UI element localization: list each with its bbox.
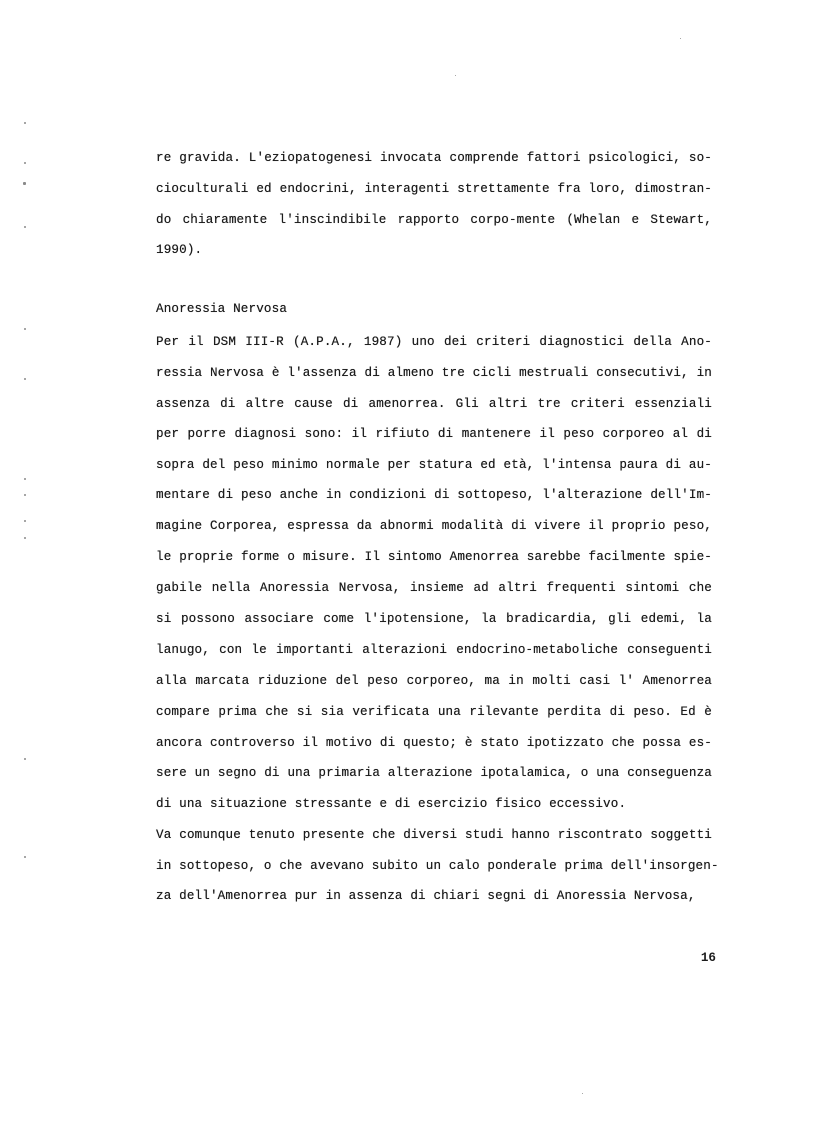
text-line: gabile nella Anoressia Nervosa, insieme ad altri frequenti sintomi che bbox=[156, 581, 712, 595]
text-line: magine Corporea, espressa da abnormi modalità di vivere il proprio peso, bbox=[156, 519, 712, 533]
text-line: si possono associare come l'ipotensione, la bradicardia, gli edemi, la bbox=[156, 612, 712, 626]
text-line: lanugo, con le importanti alterazioni endocrino-metaboliche conseguenti bbox=[156, 643, 712, 657]
text-line: re gravida. L'eziopatogenesi invocata comprende fattori psicologici, so- bbox=[156, 151, 712, 165]
page-number: 16 bbox=[700, 951, 716, 965]
scan-speck bbox=[24, 328, 26, 330]
scan-speck bbox=[24, 378, 26, 380]
scan-speck bbox=[24, 122, 26, 124]
text-line: per porre diagnosi sono: il rifiuto di mantenere il peso corporeo al di bbox=[156, 427, 712, 441]
scan-speck bbox=[680, 38, 681, 39]
text-line: le proprie forme o misure. Il sintomo Amenorrea sarebbe facilmente spie- bbox=[156, 550, 712, 564]
text-line: di una situazione stressante e di esercizio fisico eccessivo. bbox=[156, 797, 627, 811]
scan-speck bbox=[24, 537, 26, 539]
scan-speck bbox=[455, 75, 456, 76]
text-line: assenza di altre cause di amenorrea. Gli altri tre criteri essenziali bbox=[156, 397, 712, 411]
text-line: ancora controverso il motivo di questo; è stato ipotizzato che possa es- bbox=[156, 736, 712, 750]
scan-speck bbox=[24, 478, 26, 480]
scan-speck bbox=[24, 226, 26, 228]
text-line: do chiaramente l'inscindibile rapporto corpo-mente (Whelan e Stewart, bbox=[156, 213, 712, 227]
text-line: za dell'Amenorrea pur in assenza di chiari segni di Anoressia Nervosa, bbox=[156, 889, 696, 903]
text-line: cioculturali ed endocrini, interagenti strettamente fra loro, dimostran- bbox=[156, 182, 712, 196]
scan-speck bbox=[24, 494, 26, 496]
text-line: sopra del peso minimo normale per statura ed età, l'intensa paura di au- bbox=[156, 458, 712, 472]
scan-speck bbox=[582, 1093, 583, 1094]
scan-speck bbox=[24, 758, 26, 760]
scan-speck bbox=[24, 520, 26, 522]
text-line: Va comunque tenuto presente che diversi studi hanno riscontrato soggetti bbox=[156, 828, 712, 842]
text-line: ressia Nervosa è l'assenza di almeno tre cicli mestruali consecutivi, in bbox=[156, 366, 712, 380]
scan-speck bbox=[24, 856, 26, 858]
text-line: in sottopeso, o che avevano subito un calo ponderale prima dell'insorgen- bbox=[156, 859, 719, 873]
text-line: sere un segno di una primaria alterazione ipotalamica, o una conseguenza bbox=[156, 766, 712, 780]
scan-speck bbox=[24, 162, 26, 164]
section-heading: Anoressia Nervosa bbox=[156, 302, 288, 316]
text-line: alla marcata riduzione del peso corporeo, ma in molti casi l' Amenorrea bbox=[156, 674, 712, 688]
scan-speck bbox=[23, 182, 26, 185]
text-line: Per il DSM III-R (A.P.A., 1987) uno dei criteri diagnostici della Ano- bbox=[156, 335, 712, 349]
text-line: 1990). bbox=[156, 243, 203, 257]
text-line: mentare di peso anche in condizioni di sottopeso, l'alterazione dell'Im- bbox=[156, 488, 712, 502]
text-line: compare prima che si sia verificata una rilevante perdita di peso. Ed è bbox=[156, 705, 712, 719]
